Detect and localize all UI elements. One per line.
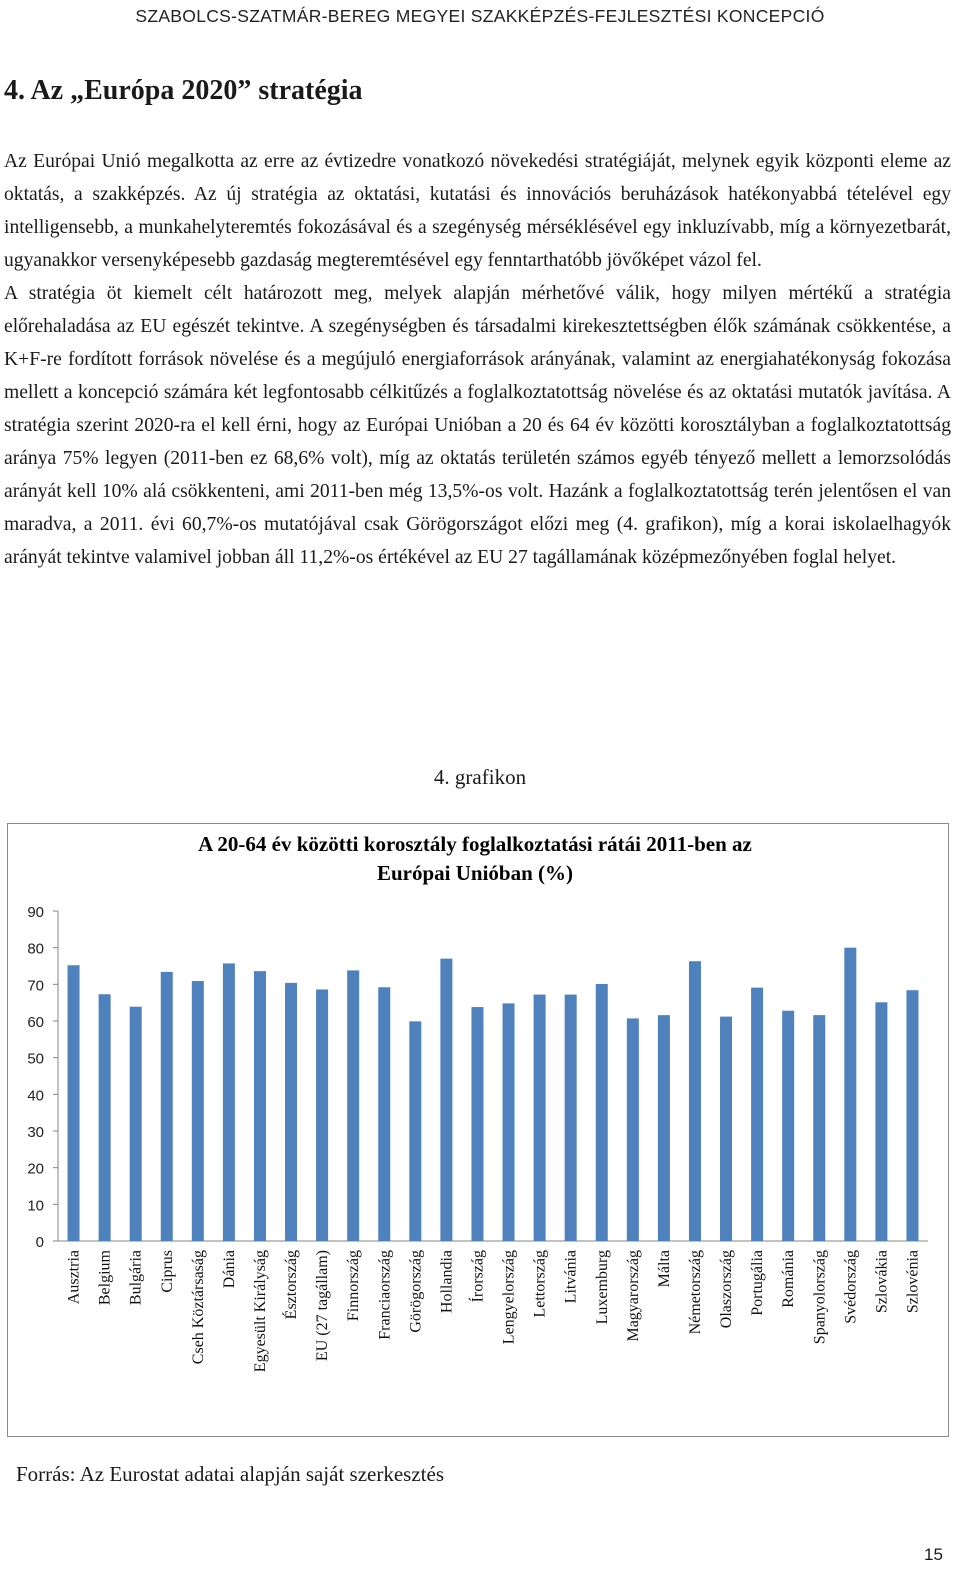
- x-category-label: Ciprus: [158, 1250, 176, 1293]
- x-category-label: Egyesült Királyság: [251, 1250, 269, 1373]
- x-category-label: Észtország: [283, 1250, 301, 1320]
- y-tick-label: 70: [27, 977, 44, 995]
- bar: [471, 1007, 483, 1241]
- bar: [565, 995, 577, 1241]
- x-category-label: Hollandia: [438, 1250, 456, 1314]
- bar: [161, 972, 173, 1241]
- x-category-label: Olaszország: [718, 1250, 736, 1329]
- x-category-label: Dánia: [220, 1250, 238, 1289]
- x-category-label: Belgium: [96, 1250, 114, 1306]
- bar: [627, 1018, 639, 1241]
- x-category-label: Görögország: [407, 1250, 425, 1333]
- y-tick-label: 60: [27, 1014, 44, 1031]
- x-category-label: Litvánia: [562, 1250, 580, 1304]
- bar: [596, 984, 608, 1241]
- running-header: SZABOLCS-SZATMÁR-BEREG MEGYEI SZAKKÉPZÉS-FEJLESZTÉSI KONCEPCIÓ: [135, 6, 825, 26]
- x-category-label: Bulgária: [127, 1250, 145, 1306]
- paragraph-2: A stratégia öt kiemelt célt határozott meg, melyek alapján mérhetővé válik, hogy milyen mértékű a stratégia előrehaladása az EU egészét tekintve. A szegénységben és társadalmi kirekesztettségben élők számának csökkentése, a K+F-re fordított források növelése és a megújuló energiaforrások arányának, valamint az energiahatékonyság fokozása mellett a koncepció számára két legfontosabb célkitűzés a foglalkoztatottság növelése és az oktatási mutatók javítása. A stratégia szerint 2020-ra el kell érni, hogy az Európai Unióban a 20 és 64 év közötti korosztályban a foglalkoztatottság aránya 75% legyen (2011-ben ez 68,6% volt), míg az oktatás területén számos egyéb tényező mellett a lemorzsolódás arányát kell 10% alá csökkenteni, ami 2011-ben még 13,5%-os volt. Hazánk a foglalkoztatottság terén jelentősen el van maradva, a 2011. évi 60,7%-os mutatójával csak Görögországot előzi meg (4. grafikon), míg a korai iskolaelhagyók arányát tekintve valamivel jobban áll 11,2%-os értékével az EU 27 tagállamának középmezőnyében foglal helyet.: [4, 283, 951, 568]
- section-title: 4. Az „Európa 2020” stratégia: [4, 75, 363, 106]
- x-category-label: Cseh Köztársaság: [189, 1250, 207, 1365]
- y-tick-label: 30: [27, 1124, 44, 1141]
- bar: [844, 948, 856, 1241]
- bar: [875, 1002, 887, 1241]
- bar: [409, 1021, 421, 1241]
- x-category-label: Lengyelország: [500, 1250, 518, 1345]
- chart-title: Európai Unióban (%): [376, 861, 574, 885]
- x-category-label: Szlovénia: [904, 1250, 922, 1314]
- y-tick-label: 0: [35, 1234, 44, 1251]
- bar: [347, 970, 359, 1241]
- y-tick-label: 90: [27, 904, 44, 921]
- y-tick-label: 50: [27, 1050, 44, 1068]
- y-tick-label: 40: [27, 1087, 44, 1105]
- bar: [68, 965, 80, 1241]
- bar: [378, 987, 390, 1241]
- employment-rate-chart: [8, 824, 948, 1436]
- bar: [658, 1015, 670, 1241]
- x-category-label: Luxemburg: [593, 1250, 611, 1325]
- chart-frame: [7, 823, 949, 1437]
- x-category-label: Írország: [469, 1250, 487, 1303]
- x-category-label: Németország: [686, 1250, 704, 1335]
- bar: [813, 1015, 825, 1241]
- x-category-label: Szlovákia: [873, 1250, 891, 1314]
- bar: [316, 989, 328, 1241]
- source-note: Forrás: Az Eurostat adatai alapján saját szerkesztés: [16, 1462, 444, 1486]
- x-category-label: Portugália: [749, 1250, 767, 1316]
- x-category-label: Magyarország: [624, 1250, 642, 1342]
- y-tick-label: 10: [27, 1197, 44, 1215]
- x-category-label: EU (27 tagállam): [314, 1250, 332, 1362]
- x-category-label: Svédország: [842, 1250, 860, 1324]
- x-category-label: Lettország: [531, 1250, 549, 1318]
- bar: [254, 971, 266, 1241]
- y-tick-label: 20: [27, 1160, 44, 1178]
- x-category-label: Spanyolország: [811, 1250, 829, 1345]
- bar: [192, 981, 204, 1241]
- bar: [720, 1017, 732, 1241]
- bar: [130, 1007, 142, 1241]
- bar: [503, 1003, 515, 1241]
- x-category-label: Ausztria: [65, 1250, 83, 1305]
- bar: [689, 961, 701, 1241]
- bar: [751, 988, 763, 1241]
- bar: [534, 995, 546, 1241]
- figure-caption: 4. grafikon: [433, 765, 527, 789]
- bar: [906, 990, 918, 1241]
- y-tick-label: 80: [27, 940, 44, 958]
- paragraph-1: Az Európai Unió megalkotta az erre az évtizedre vonatkozó növekedési stratégiáját, melynek egyik központi eleme az oktatás, a szakképzés. Az új stratégia az oktatási, kutatási és innovációs beruházások hatékonyabbá tételével egy intelligensebb, a munkahelyteremtés fokozásával és a szegénység mérséklésével egy inkluzívabb, míg a környezetbarát, ugyanakkor versenyképesebb gazdaság megteremtésével egy fenntarthatóbb jövőképet vázol fel.: [4, 151, 951, 271]
- x-category-label: Franciaország: [376, 1250, 394, 1340]
- bar: [99, 994, 111, 1241]
- chart-title: A 20-64 év közötti korosztály foglalkoztatási rátái 2011-ben az: [198, 832, 752, 856]
- x-category-label: Málta: [655, 1250, 673, 1288]
- x-category-label: Románia: [780, 1250, 798, 1308]
- bar: [782, 1011, 794, 1241]
- bar: [440, 959, 452, 1241]
- body-text: [4, 145, 951, 574]
- x-category-label: Finnország: [345, 1250, 363, 1322]
- bar: [285, 983, 297, 1241]
- bar: [223, 963, 235, 1241]
- page-number: 15: [924, 1545, 943, 1564]
